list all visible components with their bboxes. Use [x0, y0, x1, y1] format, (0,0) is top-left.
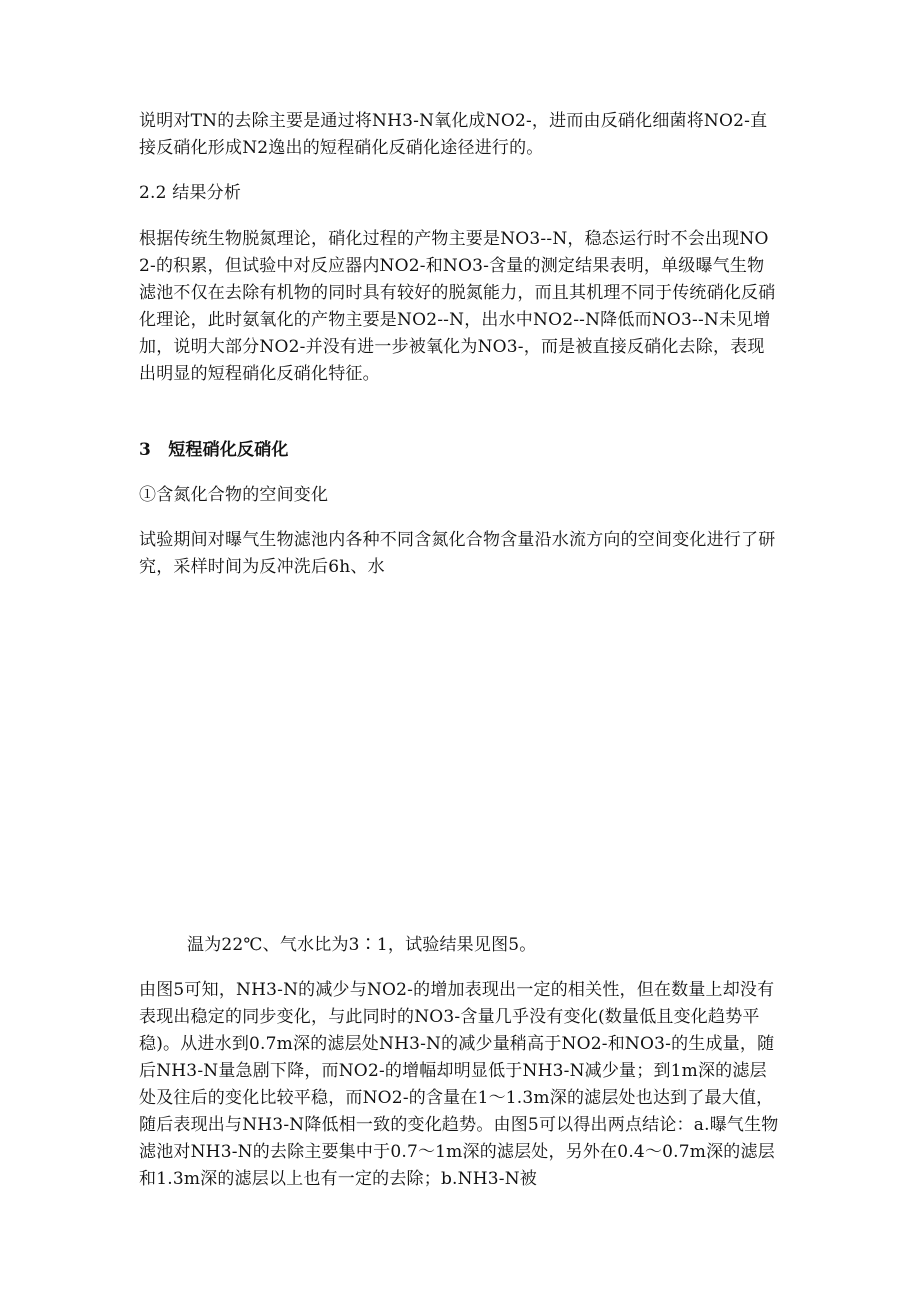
section-heading-3: 3 短程硝化反硝化 [139, 440, 289, 460]
paragraph-tn-removal: 说明对TN的去除主要是通过将NH3-N氧化成NO2-，进而由反硝化细菌将NO2-直接反硝化形成N2逸出的短程硝化反硝化途径进行的。 [139, 111, 768, 158]
paragraph-experiment-conditions: 温为22℃、气水比为3∶1，试验结果见图5。 [187, 935, 537, 955]
paragraph-experiment-intro: 试验期间对曝气生物滤池内各种不同含氮化合物含量沿水流方向的空间变化进行了研究，采样时间为反冲洗后6h、水 [139, 530, 776, 577]
paragraph-figure5-discussion: 由图5可知，NH3-N的减少与NO2-的增加表现出一定的相关性，但在数量上却没有表现出稳定的同步变化，与此同时的NO3-含量几乎没有变化(数量低且变化趋势平稳)。从进水到0.7m深的滤层处NH3-N的减少量稍高于NO2-和NO3-的生成量，随后NH3-N量急剧下降，而NO2-的增幅却明显低于NH3-N减少量；到1m深的滤层处及往后的变化比较平稳，而NO2-的含量在1～1.3m深的滤层处也达到了最大值，随后表现出与NH3-N降低相一致的变化趋势。由图5可以得出两点结论：a.曝气生物滤池对NH3-N的去除主要集中于0.7～1m深的滤层处，另外在0.4～0.7m深的滤层和1.3m深的滤层以上也有一定的去除；b.NH3-N被 [139, 980, 779, 1189]
section-heading-2-2: 2.2 结果分析 [139, 183, 242, 203]
subheading-nitrogen-compounds: ①含氮化合物的空间变化 [139, 485, 329, 505]
paragraph-results-analysis: 根据传统生物脱氮理论，硝化过程的产物主要是NO3--N，稳态运行时不会出现NO2-的积累，但试验中对反应器内NO2-和NO3-含量的测定结果表明，单级曝气生物滤池不仅在去除有机物的同时具有较好的脱氮能力，而且其机理不同于传统硝化反硝化理论，此时氨氧化的产物主要是NO2--N，出水中NO2--N降低而NO3--N未见增加，说明大部分NO2-并没有进一步被氧化为NO3-，而是被直接反硝化去除，表现出明显的短程硝化反硝化特征。 [139, 229, 776, 384]
